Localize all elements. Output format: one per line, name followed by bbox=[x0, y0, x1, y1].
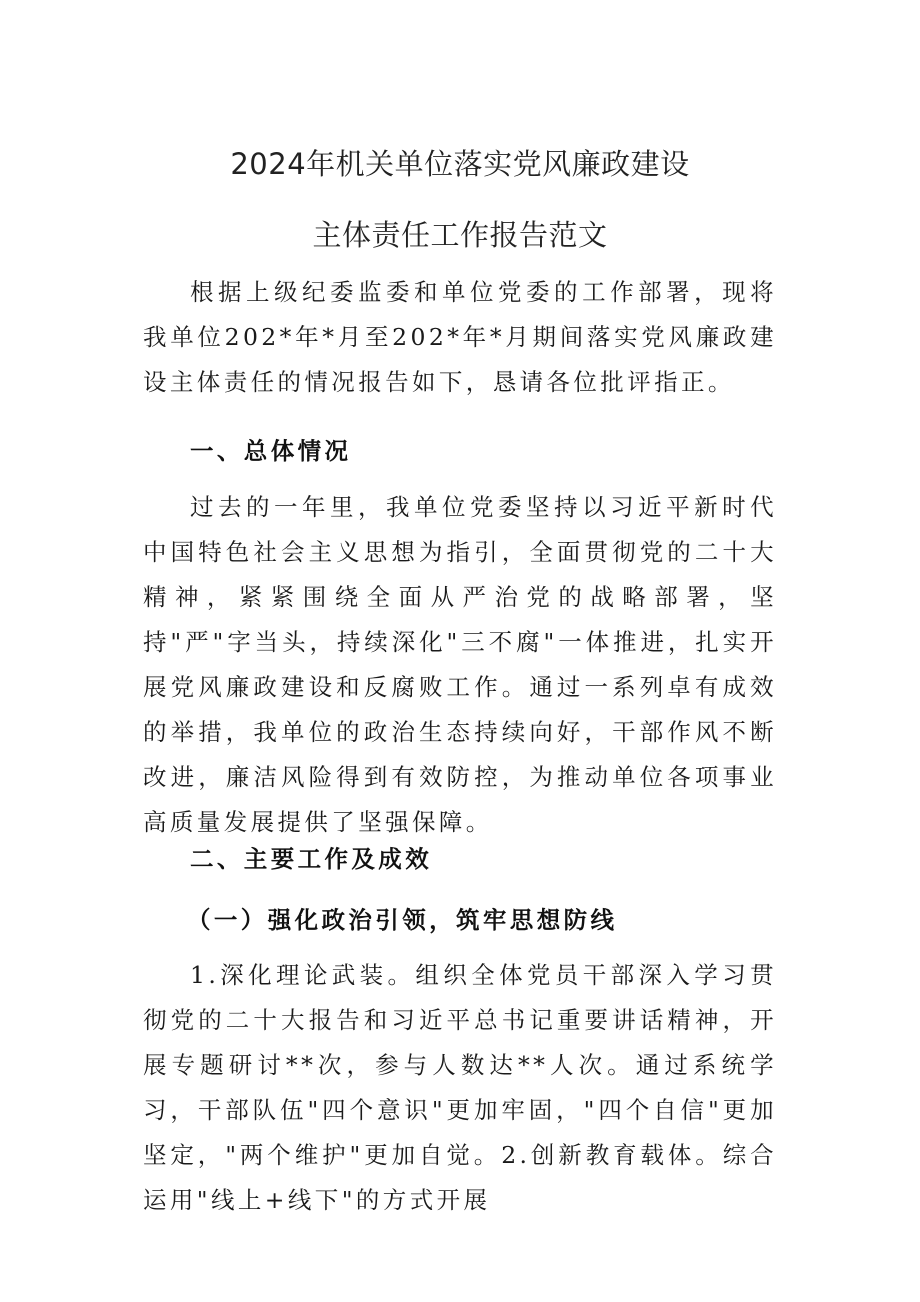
intro-paragraph: 根据上级纪委监委和单位党委的工作部署，现将我单位202*年*月至202*年*月期间落实党风廉政建设主体责任的情况报告如下，恳请各位批评指正。 bbox=[143, 278, 777, 396]
document-title-line-1: 2024年机关单位落实党风廉政建设 bbox=[230, 147, 690, 181]
document-title-line-2: 主体责任工作报告范文 bbox=[312, 218, 608, 252]
section-1-paragraph: 过去的一年里，我单位党委坚持以习近平新时代中国特色社会主义思想为指引，全面贯彻党的二十大精神，紧紧围绕全面从严治党的战略部署，坚持"严"字当头，持续深化"三不腐"一体推进，扎实开展党风廉政建设和反腐败工作。通过一系列卓有成效的举措，我单位的政治生态持续向好，干部作风不断改进，廉洁风险得到有效防控，为推动单位各项事业高质量发展提供了坚强保障。 bbox=[143, 493, 777, 836]
subsection-1-heading: （一）强化政治引领，筑牢思想防线 bbox=[187, 906, 618, 934]
section-2-heading: 二、主要工作及成效 bbox=[190, 845, 433, 873]
section-1-heading: 一、总体情况 bbox=[190, 437, 352, 465]
subsection-1-paragraph: 1.深化理论武装。组织全体党员干部深入学习贯彻党的二十大报告和习近平总书记重要讲话精神，开展专题研讨**次，参与人数达**人次。通过系统学习，干部队伍"四个意识"更加牢固，"四个自信"更加坚定，"两个维护"更加自觉。2.创新教育载体。综合运用"线上+线下"的方式开展 bbox=[143, 961, 777, 1214]
